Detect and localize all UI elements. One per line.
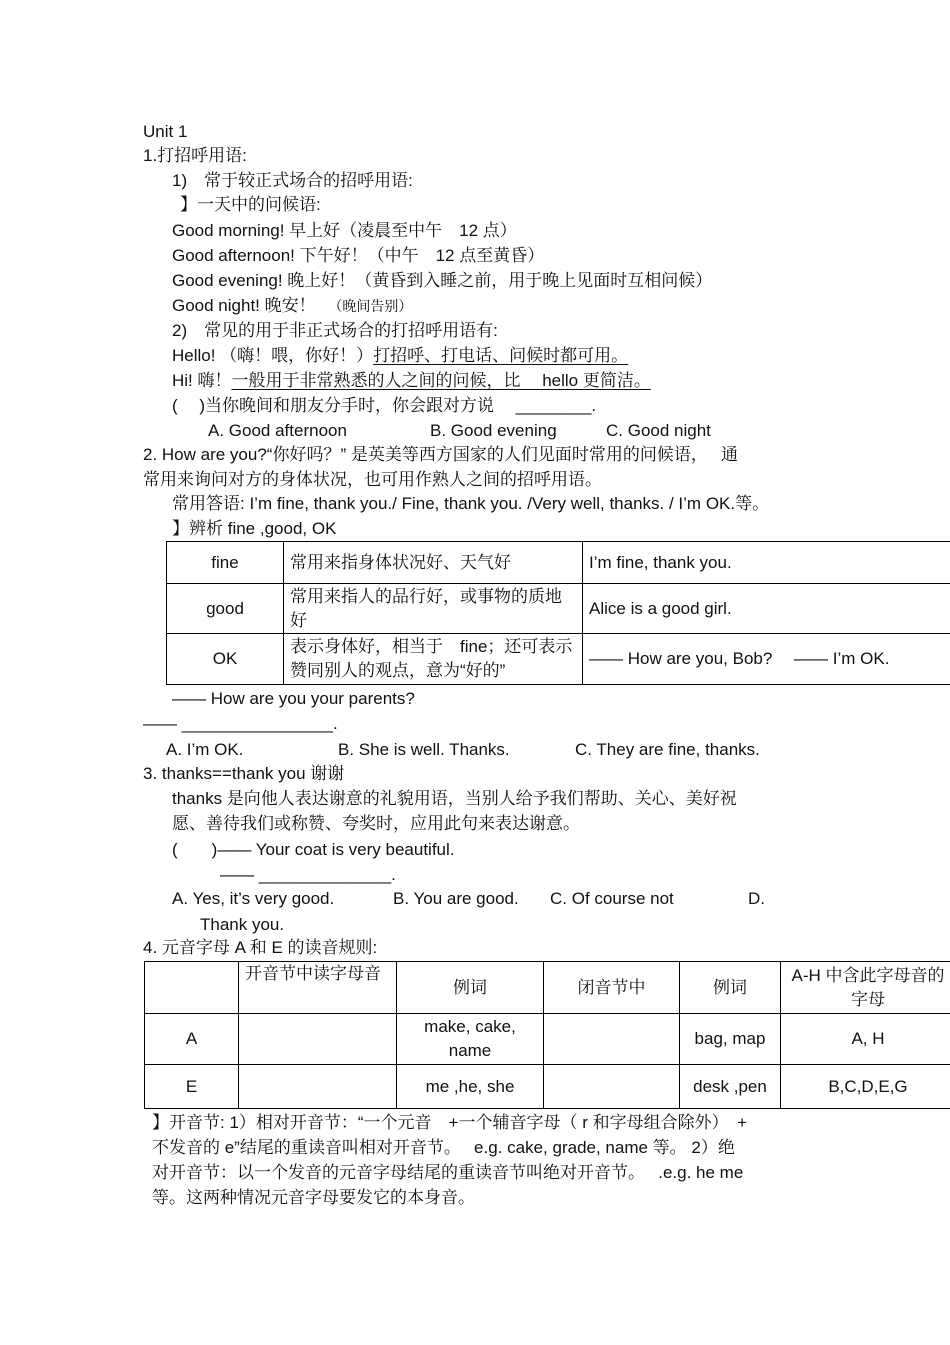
question-1: ( )当你晚间和朋友分手时，你会跟对方说 ________. [172, 396, 597, 415]
table-row [145, 1065, 950, 1109]
table-cell: 常用来指人的品行好，或事物的质地好 [284, 584, 583, 634]
informal-greetings-title: 2) 常见的用于非正式场合的打招呼用语有: [172, 321, 498, 340]
q2-option-c: C. They are fine, thanks. [575, 740, 760, 759]
q3-option-d: D. [748, 889, 765, 908]
table-cell: good [167, 584, 284, 634]
table-cell: B,C,D,E,G [781, 1065, 950, 1109]
table-cell: 常用来指身体状况好、天气好 [284, 542, 583, 584]
q3-option-b: B. You are good. [393, 889, 519, 908]
table-header-cell: 闭音节中 [544, 962, 680, 1014]
table-header-cell: 例词 [397, 962, 544, 1014]
unit-title: Unit 1 [143, 122, 188, 141]
vowel-table [144, 961, 950, 1109]
q1-option-a: A. Good afternoon [208, 421, 347, 440]
table-header-cell: 例词 [680, 962, 781, 1014]
comparison-table [166, 541, 950, 685]
open-syllable-note-4: 等。这两种情况元音字母要发它的本身音。 [152, 1188, 475, 1207]
table-cell: A, H [781, 1014, 950, 1065]
table-cell: E [145, 1065, 239, 1109]
table-cell: make, cake, name [397, 1014, 544, 1065]
section-4-heading: 4. 元音字母 A 和 E 的读音规则: [143, 938, 378, 957]
q3-option-d-text: Thank you. [200, 915, 285, 934]
table-header-cell [145, 962, 239, 1014]
table-cell: OK [167, 634, 284, 685]
q1-option-c: C. Good night [606, 421, 711, 440]
table-cell: desk ,pen [680, 1065, 781, 1109]
greeting-night [172, 295, 412, 317]
hi-text: Hi! 嗨！ [172, 371, 232, 390]
greeting-night-main: Good night! 晚安！ [172, 296, 316, 315]
table-cell: me ,he, she [397, 1065, 544, 1109]
formal-greetings-title: 1) 常于较正式场合的招呼用语: [172, 171, 413, 190]
section-1-heading: 1.打招呼用语: [143, 146, 247, 165]
greeting-afternoon: Good afternoon! 下午好！（中午 12 点至黄昏） [172, 246, 545, 265]
question-3-prompt: ( )—— Your coat is very beautiful. [172, 840, 455, 859]
question-2-prompt: —— How are you your parents? [172, 689, 415, 708]
common-answers: 常用答语: I’m fine, thank you./ Fine, thank you. /Very well, thanks. / I’m OK.等。 [172, 494, 770, 513]
table-row [167, 542, 950, 584]
section-2-line-1: 2. How are you?“你好吗？” 是英美等西方国家的人们见面时常用的问候语， 通 [143, 445, 739, 464]
q1-option-b: B. Good evening [430, 421, 557, 440]
hello-text: Hello! （嗨！喂，你好！） [172, 346, 374, 365]
table-cell: A [145, 1014, 239, 1065]
table-header-row [145, 962, 950, 1014]
table-row [167, 634, 950, 685]
table-cell: bag, map [680, 1014, 781, 1065]
table-cell [239, 1014, 397, 1065]
daily-greetings-title: 】一天中的问候语: [180, 195, 321, 214]
table-row [145, 1014, 950, 1065]
table-header-cell: A-H 中含此字母音的字母 [781, 962, 950, 1014]
greeting-evening: Good evening! 晚上好！（黄昏到入睡之前，用于晚上见面时互相问候） [172, 271, 713, 290]
table-cell: I’m fine, thank you. [583, 542, 950, 584]
q2-option-b: B. She is well. Thanks. [338, 740, 510, 759]
question-3-blank: —— ______________. [220, 865, 396, 884]
table-cell [239, 1065, 397, 1109]
greeting-night-note: （晚间告别） [328, 298, 413, 314]
q2-option-a: A. I’m OK. [166, 740, 244, 759]
open-syllable-note-3: 对开音节：以一个发音的元音字母结尾的重读音节叫绝对开音节。 .e.g. he me [152, 1163, 744, 1182]
table-cell [544, 1014, 680, 1065]
table-cell [544, 1065, 680, 1109]
table-cell: Alice is a good girl. [583, 584, 950, 634]
hello-line [172, 345, 628, 367]
table-row [167, 584, 950, 634]
table-cell: 表示身体好，相当于 fine；还可表示赞同别人的观点，意为“好的” [284, 634, 583, 685]
section-3-para-2: 愿、善待我们或称赞、夸奖时，应用此句来表达谢意。 [172, 814, 580, 833]
table-cell: —— How are you, Bob? —— I’m OK. [583, 634, 950, 685]
open-syllable-note-1: 】开音节: 1）相对开音节：“一个元音 +一个辅音字母（ r 和字母组合除外） + [152, 1113, 748, 1132]
table-cell: fine [167, 542, 284, 584]
q3-option-a: A. Yes, it’s very good. [172, 889, 335, 908]
greeting-morning: Good morning! 早上好（凌晨至中午 12 点） [172, 221, 517, 240]
hello-usage: 打招呼、打电话、问候时都可用。 [373, 346, 629, 365]
section-2-line-2: 常用来询问对方的身体状况，也可用作熟人之间的招呼用语。 [143, 470, 602, 489]
hi-line [172, 370, 651, 392]
question-2-blank: —— ________________. [143, 714, 338, 733]
open-syllable-note-2: 不发音的 e”结尾的重读音叫相对开音节。 e.g. cake, grade, name 等。 2）绝 [152, 1138, 735, 1157]
q3-option-c: C. Of course not [550, 889, 674, 908]
hi-usage: 一般用于非常熟悉的人之间的问候，比 hello 更简洁。 [231, 371, 651, 390]
comparison-title: 】辨析 fine ,good, OK [172, 519, 337, 538]
section-3-heading: 3. thanks==thank you 谢谢 [143, 764, 345, 783]
section-3-para-1: thanks 是向他人表达谢意的礼貌用语，当别人给予我们帮助、关心、美好祝 [172, 789, 737, 808]
table-header-cell: 开音节中读字母音 [239, 962, 397, 1014]
